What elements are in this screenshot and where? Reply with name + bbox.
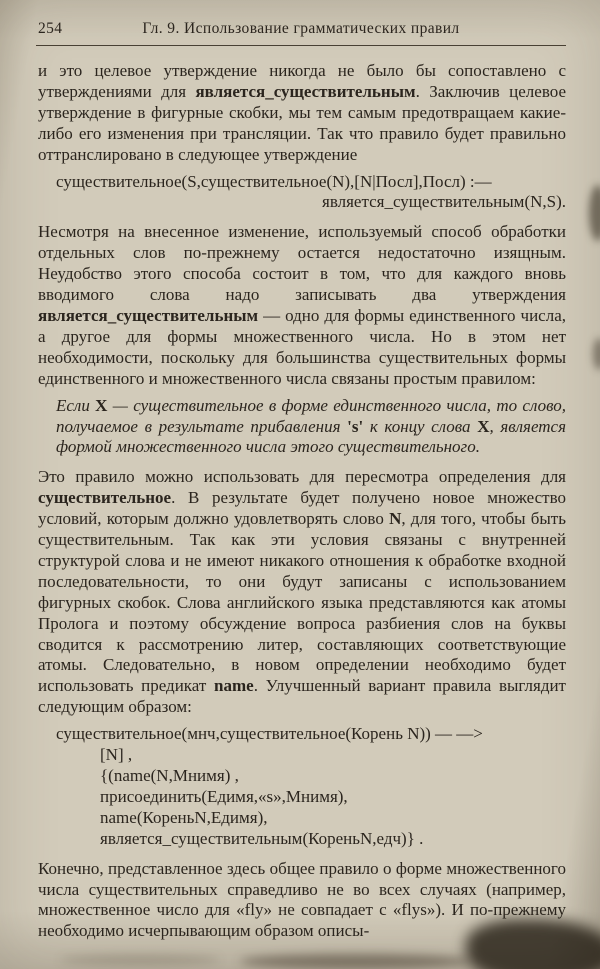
text-run-bold: X <box>477 416 490 436</box>
text-run-bold: X <box>95 395 108 415</box>
code-line: является_существительным(КореньN,едч)} . <box>100 828 424 848</box>
text-run-italic: , является формой множественного числа этого существительного. <box>56 416 566 457</box>
text-run-bold: является_существительным <box>38 305 259 325</box>
text-run-bold: N <box>389 509 402 529</box>
text-run: , для того, чтобы быть существительным. Так как эти условия связаны с внутренней структурой слова и не имеют никакого отношения к обработке входной последовательности, то они будут записаны с использованием фигурных скобок. Слова английского языка представляются как атомы Пролога и поэтому обсуждение вопроса разбиения слов на буквы сводится к рассмотрению литер, составляющих соответствующие атомы. Следовательно, в новом определении необходимо будет использовать предикат <box>38 509 566 696</box>
paragraph-3 <box>38 467 566 718</box>
text-run: Конечно, представленное здесь общее правило о форме множественного числа существительных справедливо не во всех случаях (например, множественное число для «fly» не совпадает с «flys»). И по-прежнему необходимо исчерпывающим образом описы- <box>38 858 566 941</box>
code-line: существительное(S,существительное(N),[N|Посл],Посл) :— <box>56 171 492 191</box>
scan-bottom-shade <box>60 955 220 965</box>
text-run-bold: name <box>214 676 254 696</box>
text-run: . Улучшенный вариант правила выглядит следующим образом: <box>38 676 566 717</box>
paragraph-4 <box>38 859 566 943</box>
code-block-1 <box>56 172 566 214</box>
code-line: существительное(мнч,существительное(Корень N)) — —> <box>56 724 483 744</box>
text-run-italic: Если <box>56 395 96 415</box>
text-run: Несмотря на внесенное изменение, используемый способ обработки отдельных слов по-прежнему остается недостаточно изящным. Неудобство этого способа состоит в том, что для каждого вновь вводимого слова надо записывать два утверждения <box>38 222 566 305</box>
rule-quote <box>56 396 566 459</box>
page-body <box>0 46 600 942</box>
code-line: присоединить(Едимя,«s»,Мнимя), <box>100 786 348 806</box>
scan-bottom-streak <box>240 954 470 969</box>
text-run-bold: является_существительным <box>195 81 416 101</box>
paragraph-1 <box>38 61 566 166</box>
code-line: является_существительным(N,S). <box>322 192 566 212</box>
code-block-2 <box>56 724 566 849</box>
running-title: Гл. 9. Использование грамматических правил <box>142 20 460 37</box>
text-run: . Заключив целевое утверждение в фигурные скобки, мы тем самым предотвращаем какие-либо его изменения при трансляции. Так что правило будет правильно оттранслировано в следующее утверждение <box>38 81 566 164</box>
page-header <box>0 0 600 43</box>
text-run-bold: 's' <box>347 416 364 436</box>
text-run: Это правило можно использовать для пересмотра определения для <box>38 467 566 487</box>
text-run: и это целевое утверждение никогда не было бы сопоставлено с утверждениями для <box>38 61 566 101</box>
text-run: — одно для формы единственного числа, а другое для формы множественного числа. Но в этом нет необходимости, поскольку для большинства существительных формы единственного и множественного числа связаны простым правилом: <box>38 305 566 388</box>
page-number: 254 <box>38 20 63 37</box>
code-line: name(КореньN,Едимя), <box>100 807 268 827</box>
code-line: {(name(N,Мнимя) , <box>100 766 239 785</box>
text-run-italic: — существительное в форме единственного числа, то слово, получаемое в результате прибавления <box>56 395 566 436</box>
text-run-bold: существительное <box>38 488 172 508</box>
text-run: . В результате будет получено новое множество условий, которым должно удовлетворять слово <box>38 488 566 529</box>
code-line: [N] , <box>100 745 133 765</box>
text-run-italic: к концу слова <box>363 416 478 436</box>
paragraph-2 <box>38 222 566 389</box>
